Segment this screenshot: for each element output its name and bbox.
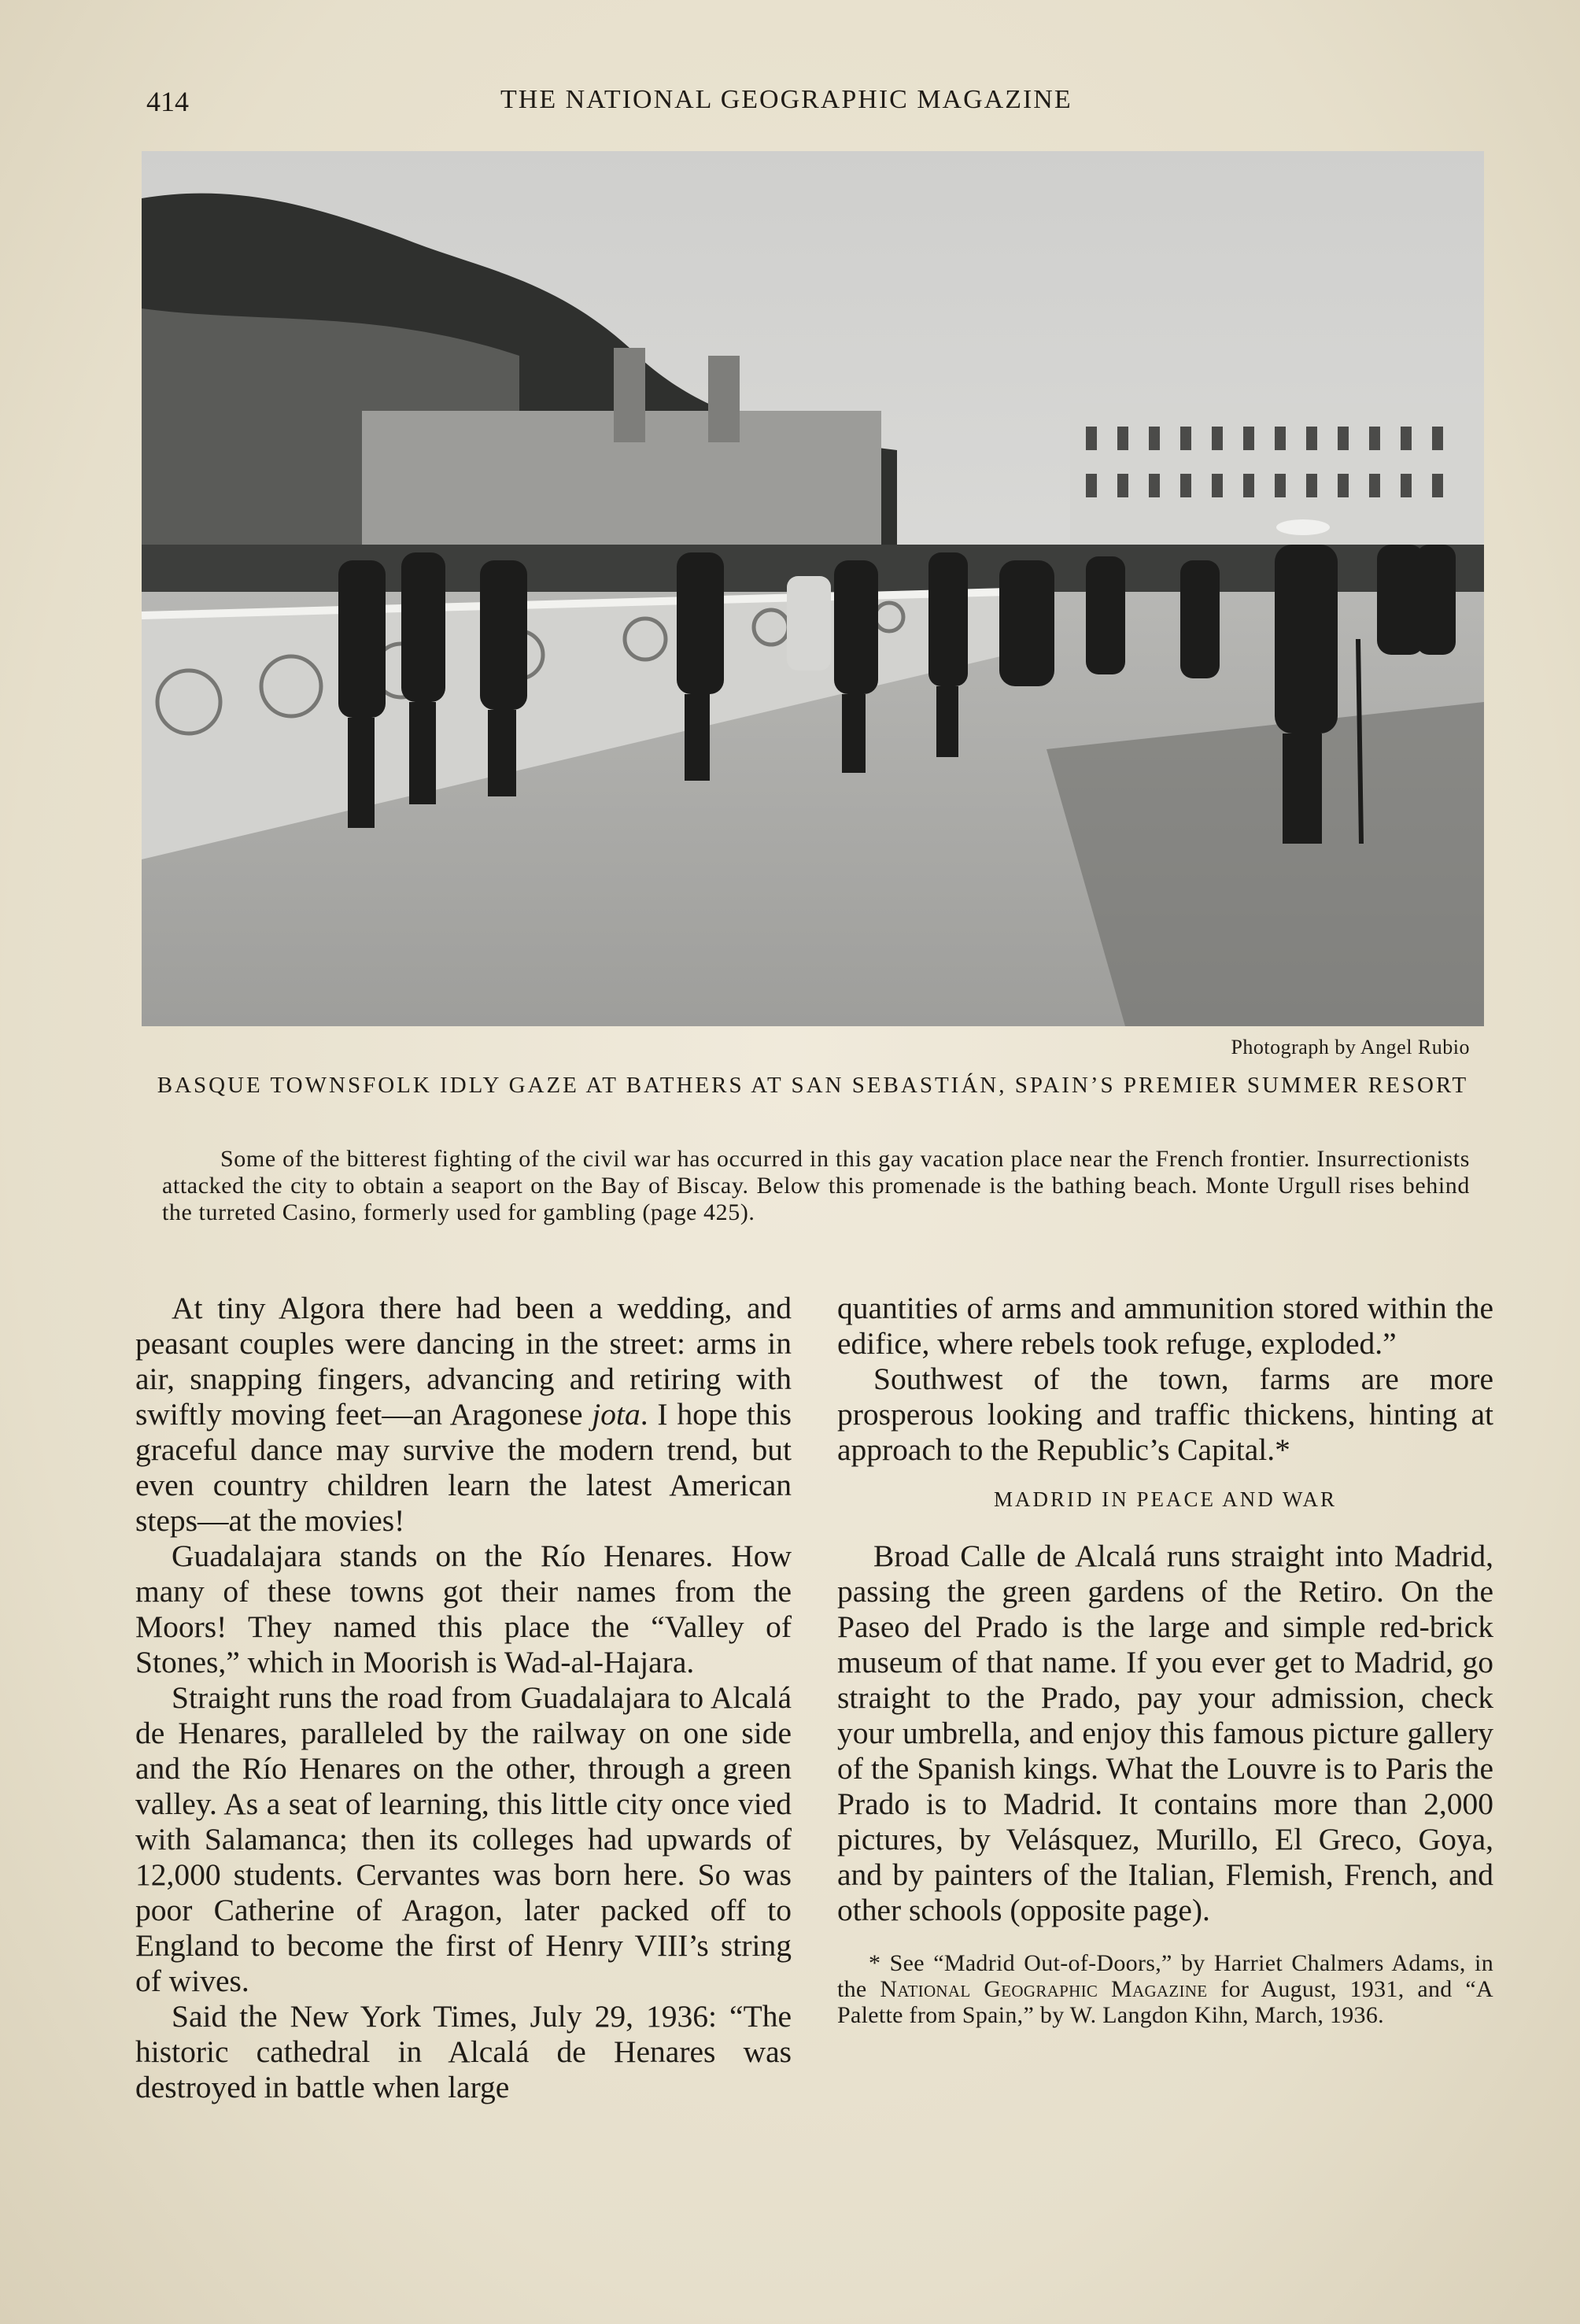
paragraph: Southwest of the town, farms are more prosperous looking and traffic thickens, hinting at approach to the Republic’s Capital.*: [837, 1362, 1493, 1467]
paragraph: Broad Calle de Alcalá runs straight into Madrid, passing the green gardens of the Retiro. On the Paseo del Prado is the large and simple red-brick museum of that name. If you ever get to Madrid, go straight to the Prado, pay your admission, check your umbrella, and enjoy this famous picture gallery of the Spanish kings. What the Louvre is to Paris the Prado is to Madrid. It contains more than 2,000 pictures, by Velásquez, Murillo, El Greco, Goya, and by painters of the Italian, Flemish, French, and other schools (opposite page).: [837, 1539, 1493, 1927]
photo-illustration: [142, 151, 1484, 1026]
caption-title: BASQUE TOWNSFOLK IDLY GAZE AT BATHERS AT SAN SEBASTIÁN, SPAIN’S PREMIER SUMMER RESORT: [157, 1073, 1469, 1098]
text-run: for August, 1931, and “A Palette from Spain,” by W. Langdon Kihn, March, 1936.: [837, 1976, 1494, 2028]
photo-credit: Photograph by Angel Rubio: [1231, 1036, 1470, 1059]
section-heading: MADRID IN PEACE AND WAR: [993, 1487, 1338, 1511]
emphasis: jota: [592, 1397, 640, 1432]
magazine-name: National Geographic Magazine: [880, 1976, 1208, 2002]
left-column: [135, 1291, 792, 2105]
running-head: THE NATIONAL GEOGRAPHIC MAGAZINE: [500, 85, 1072, 114]
paragraph: quantities of arms and ammunition stored within the edifice, where rebels took refuge, exploded.”: [837, 1291, 1493, 1361]
footnote: [837, 1950, 1493, 2028]
caption-body: Some of the bitterest fighting of the civil war has occurred in this gay vacation place near the French frontier. Insurrectionists attacked the city to obtain a seaport on the Bay of Biscay. Below this promenade is the bathing beach. Monte Urgull rises behind the turreted Casino, formerly used for gambling (page 425).: [162, 1146, 1470, 1225]
photograph-san-sebastian: [142, 151, 1484, 1026]
page-number: 414: [146, 86, 189, 117]
paragraph: [135, 1291, 792, 1539]
paragraph: Said the New York Times, July 29, 1936: “The historic cathedral in Alcalá de Henares was destroyed in battle when large: [135, 1999, 792, 2104]
text-run: * See “Madrid Out-of-Doors,” by Harriet Chalmers Adams, in the: [837, 1950, 1493, 2002]
right-column: [837, 1291, 1493, 2028]
paragraph: Guadalajara stands on the Río Henares. How many of these towns got their names from the Moors! They named this place the “Valley of Stones,” which in Moorish is Wad-al-Hajara.: [135, 1539, 792, 1679]
paragraph: Straight runs the road from Guadalajara to Alcalá de Henares, paralleled by the railway on one side and the Río Henares on the other, through a green valley. As a seat of learning, this little city once vied with Salamanca; then its colleges had upwards of 12,000 students. Cervantes was born here. So was poor Catherine of Aragon, later packed off to England to become the first of Henry VIII’s string of wives.: [135, 1680, 792, 1998]
page-header: [146, 85, 1484, 124]
text-run: . I hope this graceful dance may survive the modern trend, but even country children learn the latest American steps—at the movies!: [135, 1397, 792, 1538]
text-run: At tiny Algora there had been a wedding, and peasant couples were dancing in the street: arms in air, snapping fingers, advancing and retiring with swiftly moving feet—an Aragonese: [135, 1291, 792, 1432]
